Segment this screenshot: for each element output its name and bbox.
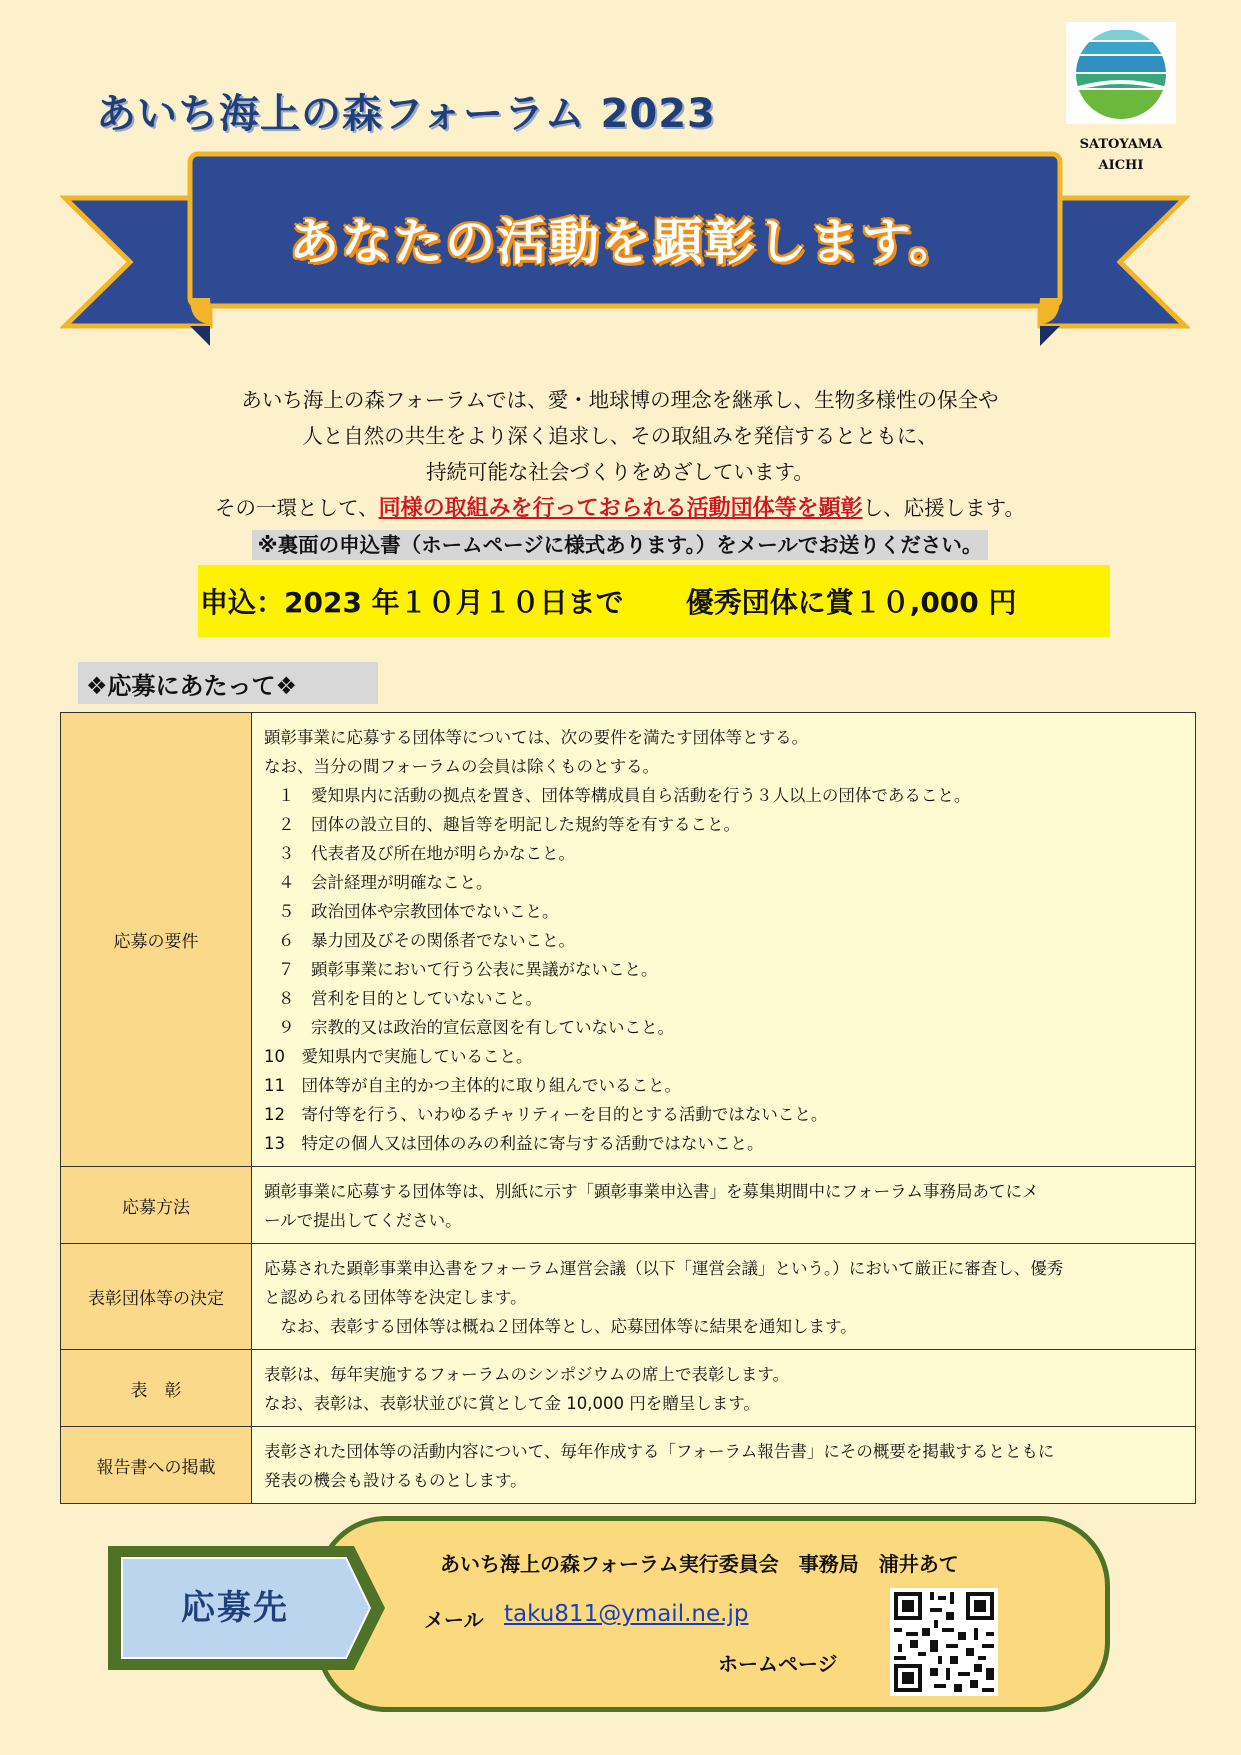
body-line: なお、表彰する団体等は概ね２団体等とし、応募団体等に結果を通知します。 <box>264 1317 857 1336</box>
body-line: と認められる団体等を決定します。 <box>264 1288 527 1307</box>
intro-line-4-pre: その一環として、 <box>215 496 379 520</box>
homepage-label: ホームページ <box>718 1652 838 1676</box>
contact-organization: あいち海上の森フォーラム実行委員会 事務局 浦井あて <box>440 1552 959 1576</box>
email-link[interactable]: taku811@ymail.ne.jp <box>504 1601 749 1627</box>
req-item: ３ 代表者及び所在地が明らかなこと。 <box>278 844 575 863</box>
mail-label: メール <box>424 1608 484 1632</box>
req-item: ５ 政治団体や宗教団体でないこと。 <box>278 902 559 921</box>
intro-text <box>80 382 1160 563</box>
requirements-table <box>60 712 1196 1504</box>
row-label: 応募方法 <box>61 1167 252 1244</box>
row-body <box>252 1350 1196 1427</box>
req-item: 13 特定の個人又は団体のみの利益に寄与する活動ではないこと。 <box>264 1134 764 1153</box>
body-line: なお、表彰は、表彰状並びに賞として金 10,000 円を贈呈します。 <box>264 1394 760 1413</box>
contact-badge: 応募先 <box>181 1587 289 1628</box>
body-line: 表彰された団体等の活動内容について、毎年作成する「フォーラム報告書」にその概要を掲載するとともに <box>264 1442 1055 1461</box>
logo-caption-line1: SATOYAMA <box>1079 137 1163 152</box>
intro-note-line <box>80 527 1160 563</box>
row-body <box>252 713 1196 1167</box>
intro-note: ※裏面の申込書（ホームページに様式あります。）をメールでお送りください。 <box>252 530 989 560</box>
body-line: 顕彰事業に応募する団体等は、別紙に示す「顕彰事業申込書」を募集期間中にフォーラム事務局あてにメ <box>264 1182 1039 1201</box>
deadline-bar <box>198 565 1110 637</box>
table-row <box>61 1350 1196 1427</box>
prize-amount: 優秀団体に賞１０,000 円 <box>685 586 1017 619</box>
row-label: 表彰団体等の決定 <box>61 1244 252 1350</box>
row-body <box>252 1427 1196 1504</box>
req-item: １ 愛知県内に活動の拠点を置き、団体等構成員自ら活動を行う３人以上の団体であること。 <box>278 786 971 805</box>
row-label: 応募の要件 <box>61 713 252 1167</box>
req-item: ４ 会計経理が明確なこと。 <box>278 873 493 892</box>
req-item: ６ 暴力団及びその関係者でないこと。 <box>278 931 575 950</box>
req-item: 10 愛知県内で実施していること。 <box>264 1047 533 1066</box>
row-body <box>252 1167 1196 1244</box>
table-row <box>61 1427 1196 1504</box>
body-line: 発表の機会も設けるものとします。 <box>264 1471 527 1490</box>
body-line: 表彰は、毎年実施するフォーラムのシンポジウムの席上で表彰します。 <box>264 1365 790 1384</box>
req-item: 12 寄付等を行う、いわゆるチャリティーを目的とする活動ではないこと。 <box>264 1105 828 1124</box>
page-title: あいち海上の森フォーラム 2023 <box>96 91 716 137</box>
intro-line-4 <box>80 490 1160 527</box>
satoyama-logo <box>1066 22 1176 124</box>
globe-logo-icon <box>1066 22 1176 124</box>
table-row <box>61 713 1196 1167</box>
req-item: ２ 団体の設立目的、趣旨等を明記した規約等を有すること。 <box>278 815 740 834</box>
req-item: ７ 顕彰事業において行う公表に異議がないこと。 <box>278 960 658 979</box>
row-label: 報告書への掲載 <box>61 1427 252 1504</box>
row-body <box>252 1244 1196 1350</box>
table-row <box>61 1244 1196 1350</box>
req-line: 顕彰事業に応募する団体等については、次の要件を満たす団体等とする。 <box>264 728 809 747</box>
qr-code[interactable] <box>890 1588 998 1696</box>
req-item: ８ 営利を目的としていないこと。 <box>278 989 542 1008</box>
body-line: 応募された顕彰事業申込書をフォーラム運営会議（以下「運営会議」という。）において厳正に審査し、優秀 <box>264 1259 1064 1278</box>
req-line: なお、当分の間フォーラムの会員は除くものとする。 <box>264 757 660 776</box>
banner-title: あなたの活動を顕彰します。 <box>289 213 961 271</box>
req-item: 11 団体等が自主的かつ主体的に取り組んでいること。 <box>264 1076 681 1095</box>
section-heading: ❖応募にあたって❖ <box>78 662 378 704</box>
intro-line-4-post: し、応援します。 <box>862 496 1025 520</box>
intro-line-3: 持続可能な社会づくりをめざしています。 <box>426 460 814 484</box>
qr-code-icon <box>890 1588 998 1696</box>
intro-line-2: 人と自然の共生をより深く追求し、その取組みを発信するとともに、 <box>302 424 938 448</box>
logo-caption-line2: AICHI <box>1098 158 1144 173</box>
table-row <box>61 1167 1196 1244</box>
row-label: 表 彰 <box>61 1350 252 1427</box>
req-item: ９ 宗教的又は政治的宣伝意図を有していないこと。 <box>278 1018 674 1037</box>
intro-highlight: 同様の取組みを行っておられる活動団体等を顕彰 <box>378 496 863 521</box>
body-line: ールで提出してください。 <box>264 1211 462 1230</box>
deadline-date: 申込：2023 年１０月１０日まで <box>200 586 624 619</box>
intro-line-1: あいち海上の森フォーラムでは、愛・地球博の理念を継承し、生物多様性の保全や <box>241 388 999 412</box>
